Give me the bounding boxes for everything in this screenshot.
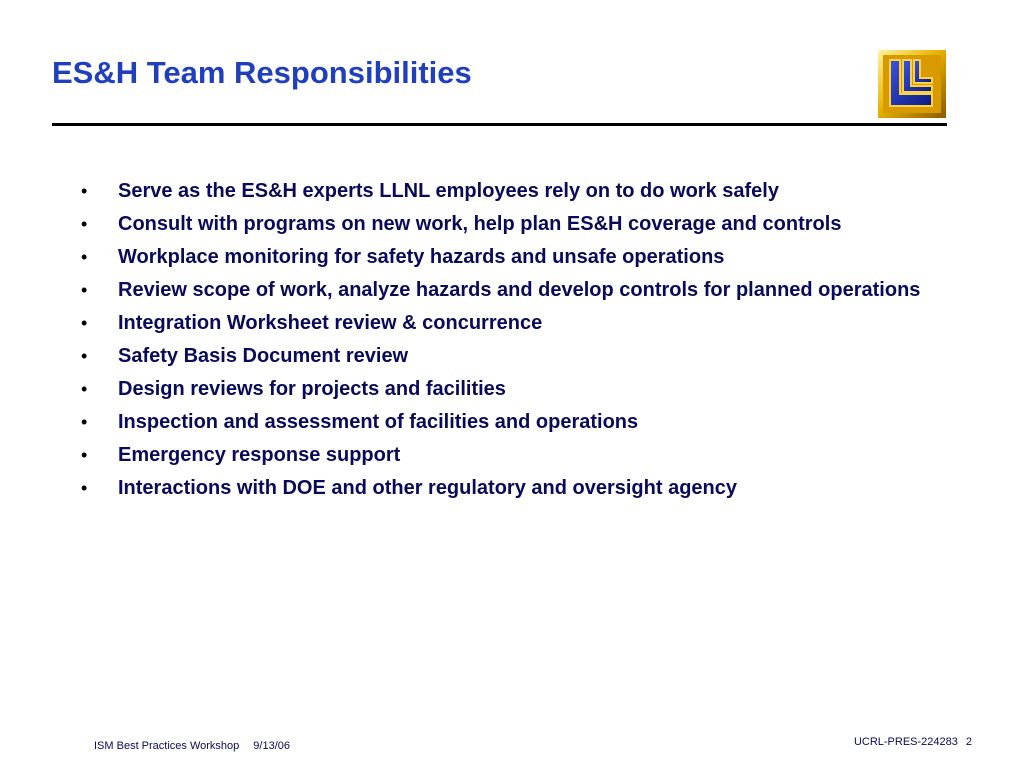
llnl-logo-icon — [878, 50, 946, 118]
footer-date: 9/13/06 — [253, 740, 290, 752]
list-item — [78, 276, 938, 304]
title-divider — [52, 123, 947, 126]
list-item — [78, 309, 938, 337]
list-item — [78, 474, 938, 502]
list-item — [78, 375, 938, 403]
bullet-list — [78, 177, 938, 507]
footer-left — [94, 740, 290, 752]
list-item — [78, 408, 938, 436]
bullet-text: Integration Worksheet review & concurrence — [118, 312, 543, 334]
bullet-icon: • — [81, 214, 88, 234]
bullet-icon: • — [81, 478, 88, 498]
bullet-text: Design reviews for projects and facilities — [118, 378, 506, 400]
list-item — [78, 441, 938, 469]
bullet-icon: • — [81, 313, 88, 333]
bullet-text: Emergency response support — [118, 444, 401, 466]
bullet-text: Interactions with DOE and other regulatory and oversight agency — [118, 477, 738, 499]
bullet-text: Serve as the ES&H experts LLNL employees rely on to do work safely — [118, 180, 779, 202]
bullet-text: Workplace monitoring for safety hazards and unsafe operations — [118, 246, 725, 268]
bullet-icon: • — [81, 181, 88, 201]
footer-doc-id: UCRL-PRES-224283 — [853, 736, 958, 748]
bullet-icon: • — [81, 445, 88, 465]
page-number: 2 — [965, 736, 972, 748]
footer-event: ISM Best Practices Workshop — [94, 740, 240, 752]
bullet-text: Consult with programs on new work, help plan ES&H coverage and controls — [118, 213, 842, 235]
slide-title: ES&H Team Responsibilities — [52, 55, 472, 90]
list-item — [78, 177, 938, 205]
list-item — [78, 243, 938, 271]
bullet-text: Safety Basis Document review — [118, 345, 409, 367]
bullet-text: Review scope of work, analyze hazards and develop controls for planned operations — [118, 279, 921, 301]
bullet-icon: • — [81, 280, 88, 300]
bullet-icon: • — [81, 412, 88, 432]
list-item — [78, 210, 938, 238]
list-item — [78, 342, 938, 370]
footer-right — [854, 736, 972, 748]
bullet-text: Inspection and assessment of facilities and operations — [118, 411, 639, 433]
bullet-icon: • — [81, 247, 88, 267]
bullet-icon: • — [81, 379, 88, 399]
bullet-icon: • — [81, 346, 88, 366]
